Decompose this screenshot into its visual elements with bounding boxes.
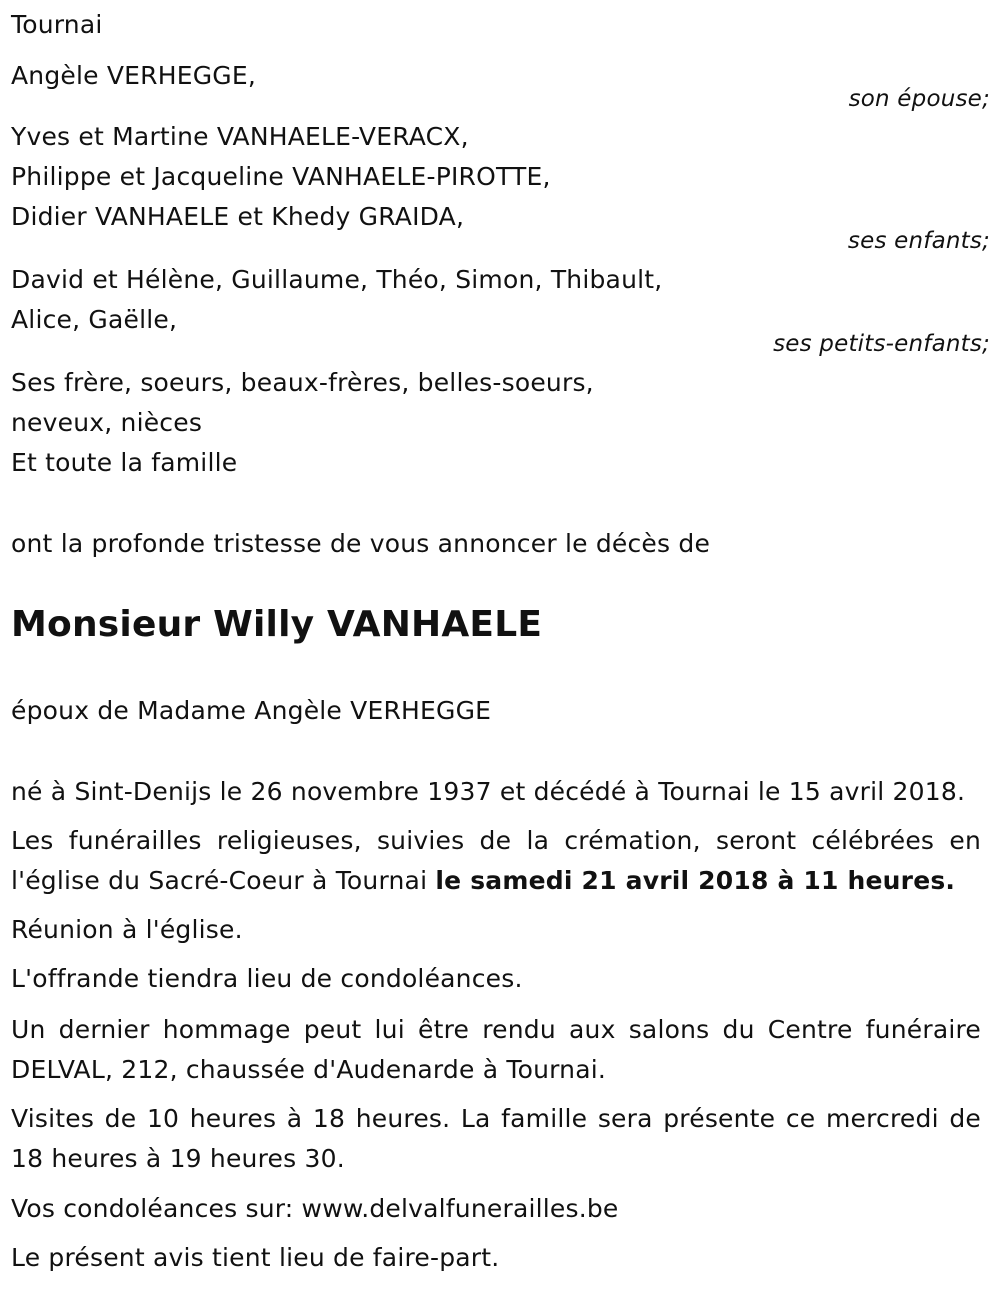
spouse-of: époux de Madame Angèle VERHEGGE xyxy=(11,696,492,725)
children-role: ses enfants; xyxy=(847,228,990,254)
spouse-role: son épouse; xyxy=(848,86,990,112)
family-line: Et toute la famille xyxy=(11,448,238,477)
visits: Visites de 10 heures à 18 heures. La famille sera présente ce mercredi de 18 heures à 19 heures 30. xyxy=(11,1104,981,1173)
reunion: Réunion à l'église. xyxy=(11,915,243,944)
announcement: ont la profonde tristesse de vous annoncer le décès de xyxy=(11,529,711,558)
condolences: Vos condoléances sur: www.delvalfunerailles.be xyxy=(11,1194,619,1223)
grandchild-line: Alice, Gaëlle, xyxy=(11,305,178,334)
offering: L'offrande tiendra lieu de condoléances. xyxy=(11,964,523,993)
grandchild-line: David et Hélène, Guillaume, Théo, Simon, Thibault, xyxy=(11,265,663,294)
notice: Le présent avis tient lieu de faire-part. xyxy=(11,1243,500,1272)
child-line: Philippe et Jacqueline VANHAELE-PIROTTE, xyxy=(11,162,551,191)
family-line: neveux, nièces xyxy=(11,408,203,437)
funeral-date: le samedi 21 avril 2018 à 11 heures. xyxy=(435,866,956,895)
tribute: Un dernier hommage peut lui être rendu aux salons du Centre funéraire DELVAL, 212, chaussée d'Audenarde à Tournai. xyxy=(11,1015,981,1084)
spouse-name: Angèle VERHEGGE, xyxy=(11,61,257,90)
location: Tournai xyxy=(11,10,103,39)
birth-death: né à Sint-Denijs le 26 novembre 1937 et décédé à Tournai le 15 avril 2018. xyxy=(11,777,966,806)
child-line: Yves et Martine VANHAELE-VERACX, xyxy=(11,122,469,151)
family-line: Ses frère, soeurs, beaux-frères, belles-soeurs, xyxy=(11,368,594,397)
grandchildren-role: ses petits-enfants; xyxy=(773,331,990,357)
child-line: Didier VANHAELE et Khedy GRAIDA, xyxy=(11,202,465,231)
funeral-info xyxy=(11,821,981,901)
deceased-name: Monsieur Willy VANHAELE xyxy=(11,604,543,645)
funeral-text: Les funérailles religieuses, suivies de la crémation, seront célébrées en l'église du Sacré-Coeur à Tournai xyxy=(11,826,981,895)
